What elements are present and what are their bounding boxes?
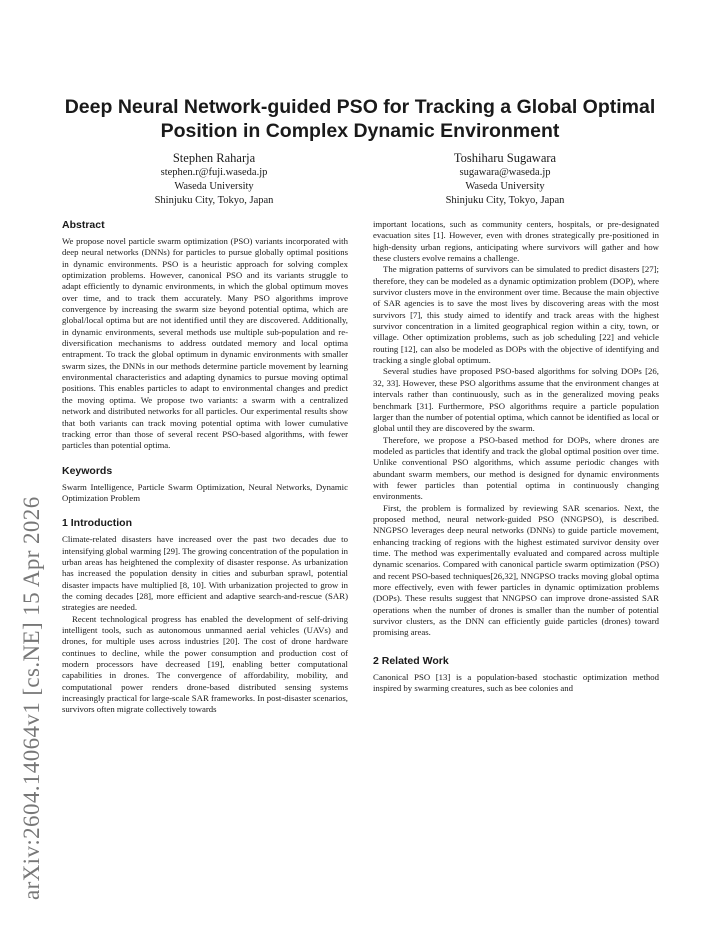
paragraph: The migration patterns of survivors can be simulated to predict disasters [27]; therefore, they can be modeled as a dynamic optimization problem (DOP), where survivor clusters move in the environment over time. Because the main objective of SAR agencies is to save the most lives by discovering areas with the most survivors [7], this study aimed to identify and track areas with the highest survivor concentration in a limited geographical region within a city, town, or village. Other optimization problems, such as job scheduling [22] and vehicle routing [12], can also be modeled as DOPs with the objective of identifying and tracking a single global optimum. [373,264,659,366]
author-email: sugawara@waseda.jp [459,167,551,178]
paragraph: important locations, such as community centers, hospitals, or pre-designated evacuation sites [1]. However, even with drones strategically pre-positioned in high-density urban regions, anticipating where survivors will gather and how these clusters evolve remains a challenge. [373,219,659,264]
keywords-text: Swarm Intelligence, Particle Swarm Optimization, Neural Networks, Dynamic Optimization Problem [62,481,348,503]
section-heading-related-work: 2 Related Work [373,654,449,667]
author-affiliation: Waseda University [174,181,254,192]
author-block-2 [375,150,635,208]
arxiv-identifier: arXiv:2604.14064v1 [cs.NE] 15 Apr 2026 [19,496,44,900]
paragraph: Climate-related disasters have increased over the past two decades due to intensifying global warming [29]. The growing concentration of the population in urban areas has heightened the complexity of disaster response. As urbanization has increased the population density in cities and suburban sprawl, potential disaster impacts have multiplied [8, 10]. With urbanization projected to grow in the coming decades [28], more efficient and adaptive search-and-rescue (SAR) strategies are needed. [62,534,348,613]
author-location: Shinjuku City, Tokyo, Japan [445,195,565,206]
paper-title: Deep Neural Network-guided PSO for Tracking a Global Optimal Position in Complex Dynamic Environment [64,96,656,142]
author-block-1 [84,150,344,208]
author-name: Stephen Raharja [172,151,256,165]
paragraph: Several studies have proposed PSO-based algorithms for solving DOPs [26, 32, 33]. However, these PSO algorithms assume that the environment changes at intervals rather than continuously, such as in the generalized moving peaks benchmark [31]. Furthermore, PSO algorithms require a particle population larger than the number of potential optima, which cannot be identified as local or global until they are discovered by the swarm. [373,366,659,434]
keywords-heading: Keywords [62,464,113,477]
author-name: Toshiharu Sugawara [453,151,557,165]
paragraph: Canonical PSO [13] is a population-based stochastic optimization method inspired by swarming creatures, such as bee colonies and [373,671,659,694]
author-affiliation: Waseda University [465,181,545,192]
right-column [373,219,659,694]
abstract-text: We propose novel particle swarm optimization (PSO) variants incorporated with deep neural networks (DNNs) for particles to pursue globally optimal positions in dynamic environments. PSO is a heuristic approach for solving complex optimization problems. However, canonical PSO and its variants struggle to adapt efficiently to dynamic environments, in which the global optimum moves over time, and to track them accurately. Many PSO algorithms improve convergence by increasing the swarm size beyond potential optima, which are global/local optima but are not identified until they are discovered. Additionally, in dynamic environments, several methods use multiple sub-population and re-diversification mechanisms to address outdated memory and local optima entrapment. To track the global optimum in dynamic environments with smaller swarm sizes, the DNNs in our methods determine particle movement by learning environmental characteristics and adapting dynamics to pursue moving optimal positions. This enables particles to adapt to environmental changes and predict the moving optima. We propose two variants: a swarm with a centralized network and distributed networks for all particles. Our experimental results show that both variants can track moving potential optima with lower cumulative tracking error than those of several recent PSO-based algorithms, with fewer particles than potential optima. [62,236,348,451]
paragraph: Therefore, we propose a PSO-based method for DOPs, where drones are modeled as particles that identify and track the global optimal position over time. Unlike conventional PSO algorithms, which assume periodic changes with abundant swarm members, our method is designed for dynamic environments with fewer particles than potential optima in continuously changing environments. [373,434,659,502]
author-email: stephen.r@fuji.waseda.jp [160,167,268,178]
paragraph: First, the problem is formalized by reviewing SAR scenarios. Next, the proposed method, neural network-guided PSO (NNGPSO), is described. NNGPSO leverages deep neural networks (DNNs) to guide particle movement, enhancing tracking of regions with the highest estimated survivor density over time. The method was experimentally evaluated and compared across multiple dynamic scenarios. Compared with canonical particle swarm optimization (PSO) and recent PSO-based techniques[26,32], NNGPSO tracks moving global optima more effectively, even with fewer particles in dynamic optimization problems (DOPs). These results suggest that NNGPSO can improve drone-assisted SAR operations when the number of drones is smaller than the number of potential survivor clusters, as the DNN can efficiently guide particles (drones) toward promising areas. [373,502,659,638]
left-column [62,219,348,716]
author-location: Shinjuku City, Tokyo, Japan [154,195,274,206]
paragraph: Recent technological progress has enabled the development of self-driving intelligent tools, such as autonomous unmanned aerial vehicles (UAVs) and drones, for multiple uses across industries [20]. The cost of drone hardware continues to decline, while the power consumption and production cost of modern processors have decreased [19], enabling better computational capabilities in drones. The convergence of affordability, mobility, and computational power renders drone-based distributed sensing systems increasingly practical for large-scale SAR frameworks. In post-disaster scenarios, survivors often migrate collectively towards [62,613,348,715]
section-heading-introduction: 1 Introduction [62,517,132,530]
abstract-heading: Abstract [62,219,105,231]
